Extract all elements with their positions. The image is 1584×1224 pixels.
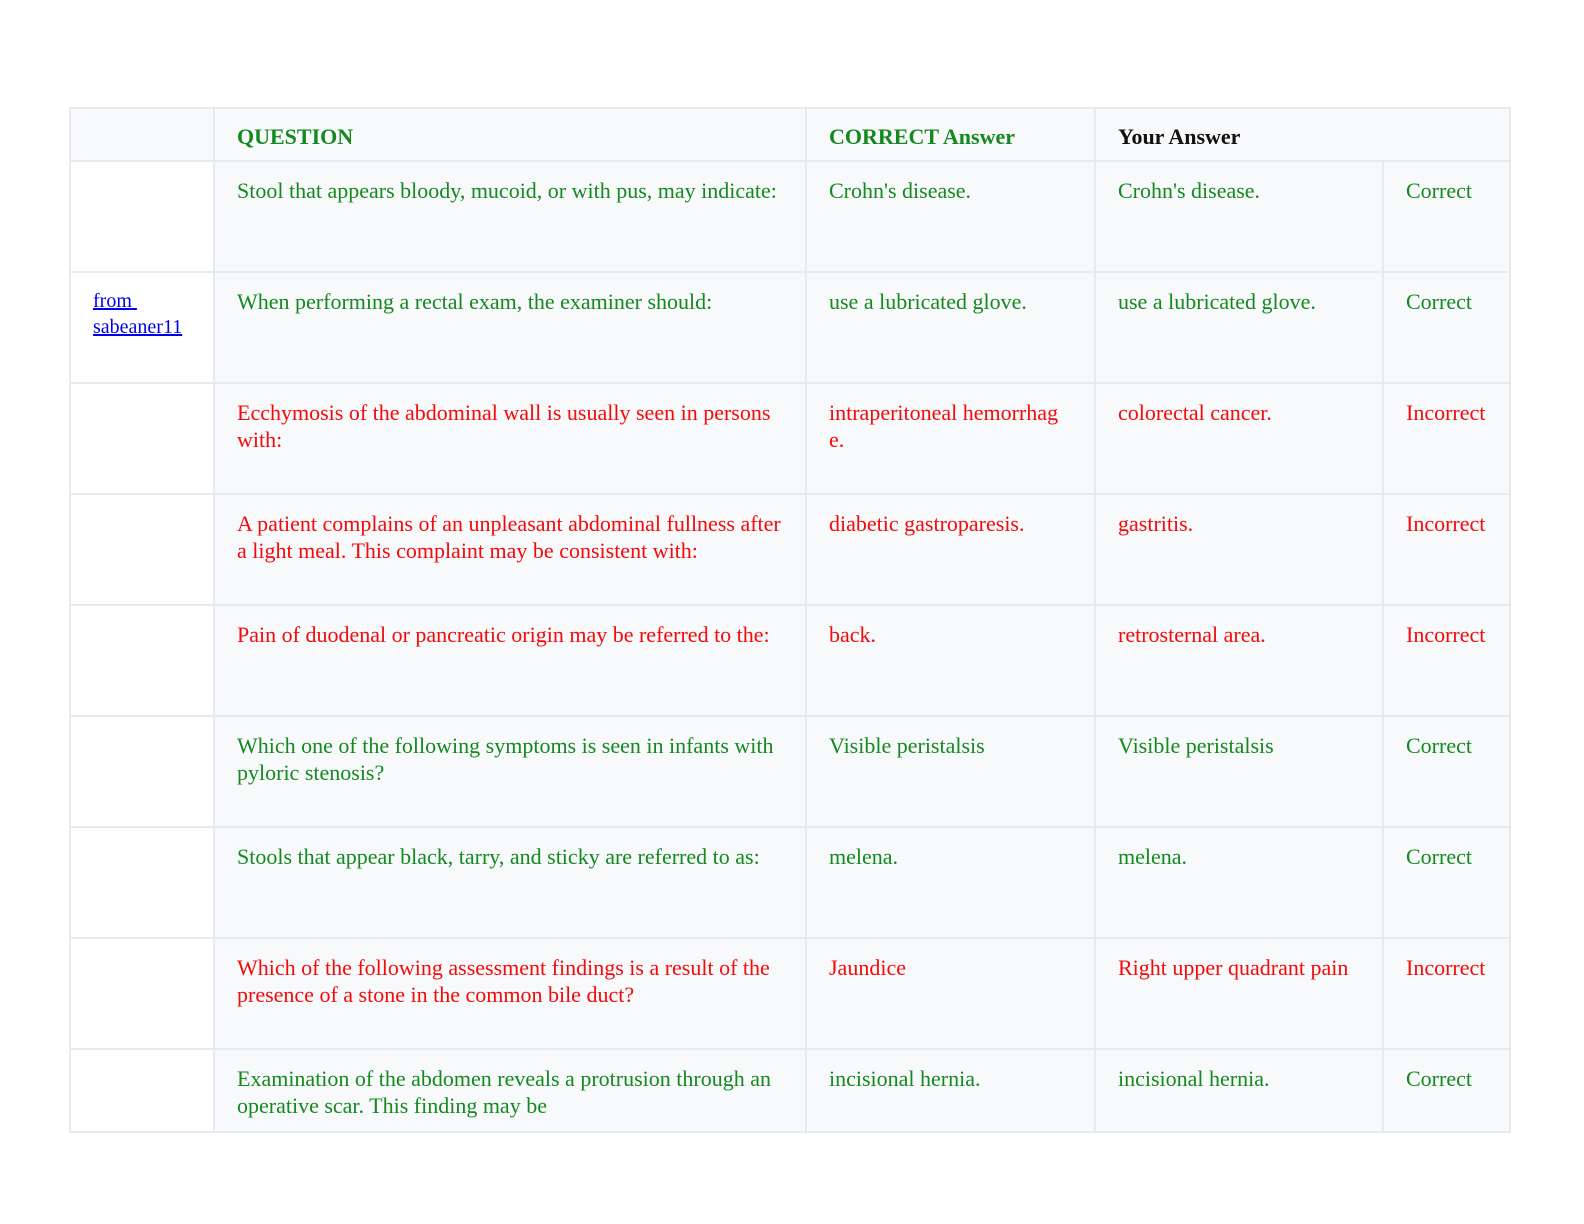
table-header-row [70,108,1510,161]
table-row [70,827,1510,938]
side-cell [70,716,214,827]
table-row [70,383,1510,494]
question-cell: Pain of duodenal or pancreatic origin may be referred to the: [214,605,806,716]
table-row [70,272,1510,383]
result-cell: Correct [1383,716,1510,827]
side-cell [70,494,214,605]
correct-answer-cell: Crohn's disease. [806,161,1095,272]
table-row [70,494,1510,605]
result-cell: Correct [1383,1049,1510,1132]
correct-answer-cell: melena. [806,827,1095,938]
header-your-answer: Your Answer [1095,108,1510,161]
result-cell: Incorrect [1383,605,1510,716]
your-answer-cell: Right upper quadrant pain [1095,938,1383,1049]
result-cell: Correct [1383,161,1510,272]
from-user-link[interactable] [93,288,203,340]
result-cell: Incorrect [1383,938,1510,1049]
question-cell: A patient complains of an unpleasant abdominal fullness after a light meal. This complaint may be consistent with: [214,494,806,605]
correct-answer-cell: intraperitoneal hemorrhage. [806,383,1095,494]
side-cell [70,383,214,494]
question-cell: Ecchymosis of the abdominal wall is usually seen in persons with: [214,383,806,494]
quiz-results-table [69,107,1511,1133]
side-cell [70,272,214,383]
your-answer-cell: use a lubricated glove. [1095,272,1383,383]
from-user-link-line2: sabeaner11 [93,316,183,338]
correct-answer-cell: diabetic gastroparesis. [806,494,1095,605]
your-answer-cell: Crohn's disease. [1095,161,1383,272]
side-cell [70,161,214,272]
side-cell [70,1049,214,1132]
header-spacer-cell [70,108,214,161]
side-cell [70,827,214,938]
header-correct-answer: CORRECT Answer [806,108,1095,161]
question-cell: Stool that appears bloody, mucoid, or with pus, may indicate: [214,161,806,272]
table-row [70,1049,1510,1132]
table-row [70,716,1510,827]
side-cell [70,605,214,716]
header-question: QUESTION [214,108,806,161]
correct-answer-cell: incisional hernia. [806,1049,1095,1132]
your-answer-cell: colorectal cancer. [1095,383,1383,494]
your-answer-cell: gastritis. [1095,494,1383,605]
question-cell: Stools that appear black, tarry, and sticky are referred to as: [214,827,806,938]
result-cell: Correct [1383,827,1510,938]
correct-answer-cell: Jaundice [806,938,1095,1049]
table-row [70,938,1510,1049]
your-answer-cell: melena. [1095,827,1383,938]
correct-answer-cell: use a lubricated glove. [806,272,1095,383]
result-cell: Correct [1383,272,1510,383]
result-cell: Incorrect [1383,494,1510,605]
correct-answer-cell: Visible peristalsis [806,716,1095,827]
your-answer-cell: retrosternal area. [1095,605,1383,716]
question-cell: Examination of the abdomen reveals a protrusion through an operative scar. This finding may be [214,1049,806,1132]
from-user-link-line1: from [93,290,132,312]
your-answer-cell: Visible peristalsis [1095,716,1383,827]
your-answer-cell: incisional hernia. [1095,1049,1383,1132]
correct-answer-cell: back. [806,605,1095,716]
result-cell: Incorrect [1383,383,1510,494]
table-row [70,161,1510,272]
side-cell [70,938,214,1049]
table-row [70,605,1510,716]
question-cell: When performing a rectal exam, the examiner should: [214,272,806,383]
question-cell: Which of the following assessment findings is a result of the presence of a stone in the common bile duct? [214,938,806,1049]
question-cell: Which one of the following symptoms is seen in infants with pyloric stenosis? [214,716,806,827]
